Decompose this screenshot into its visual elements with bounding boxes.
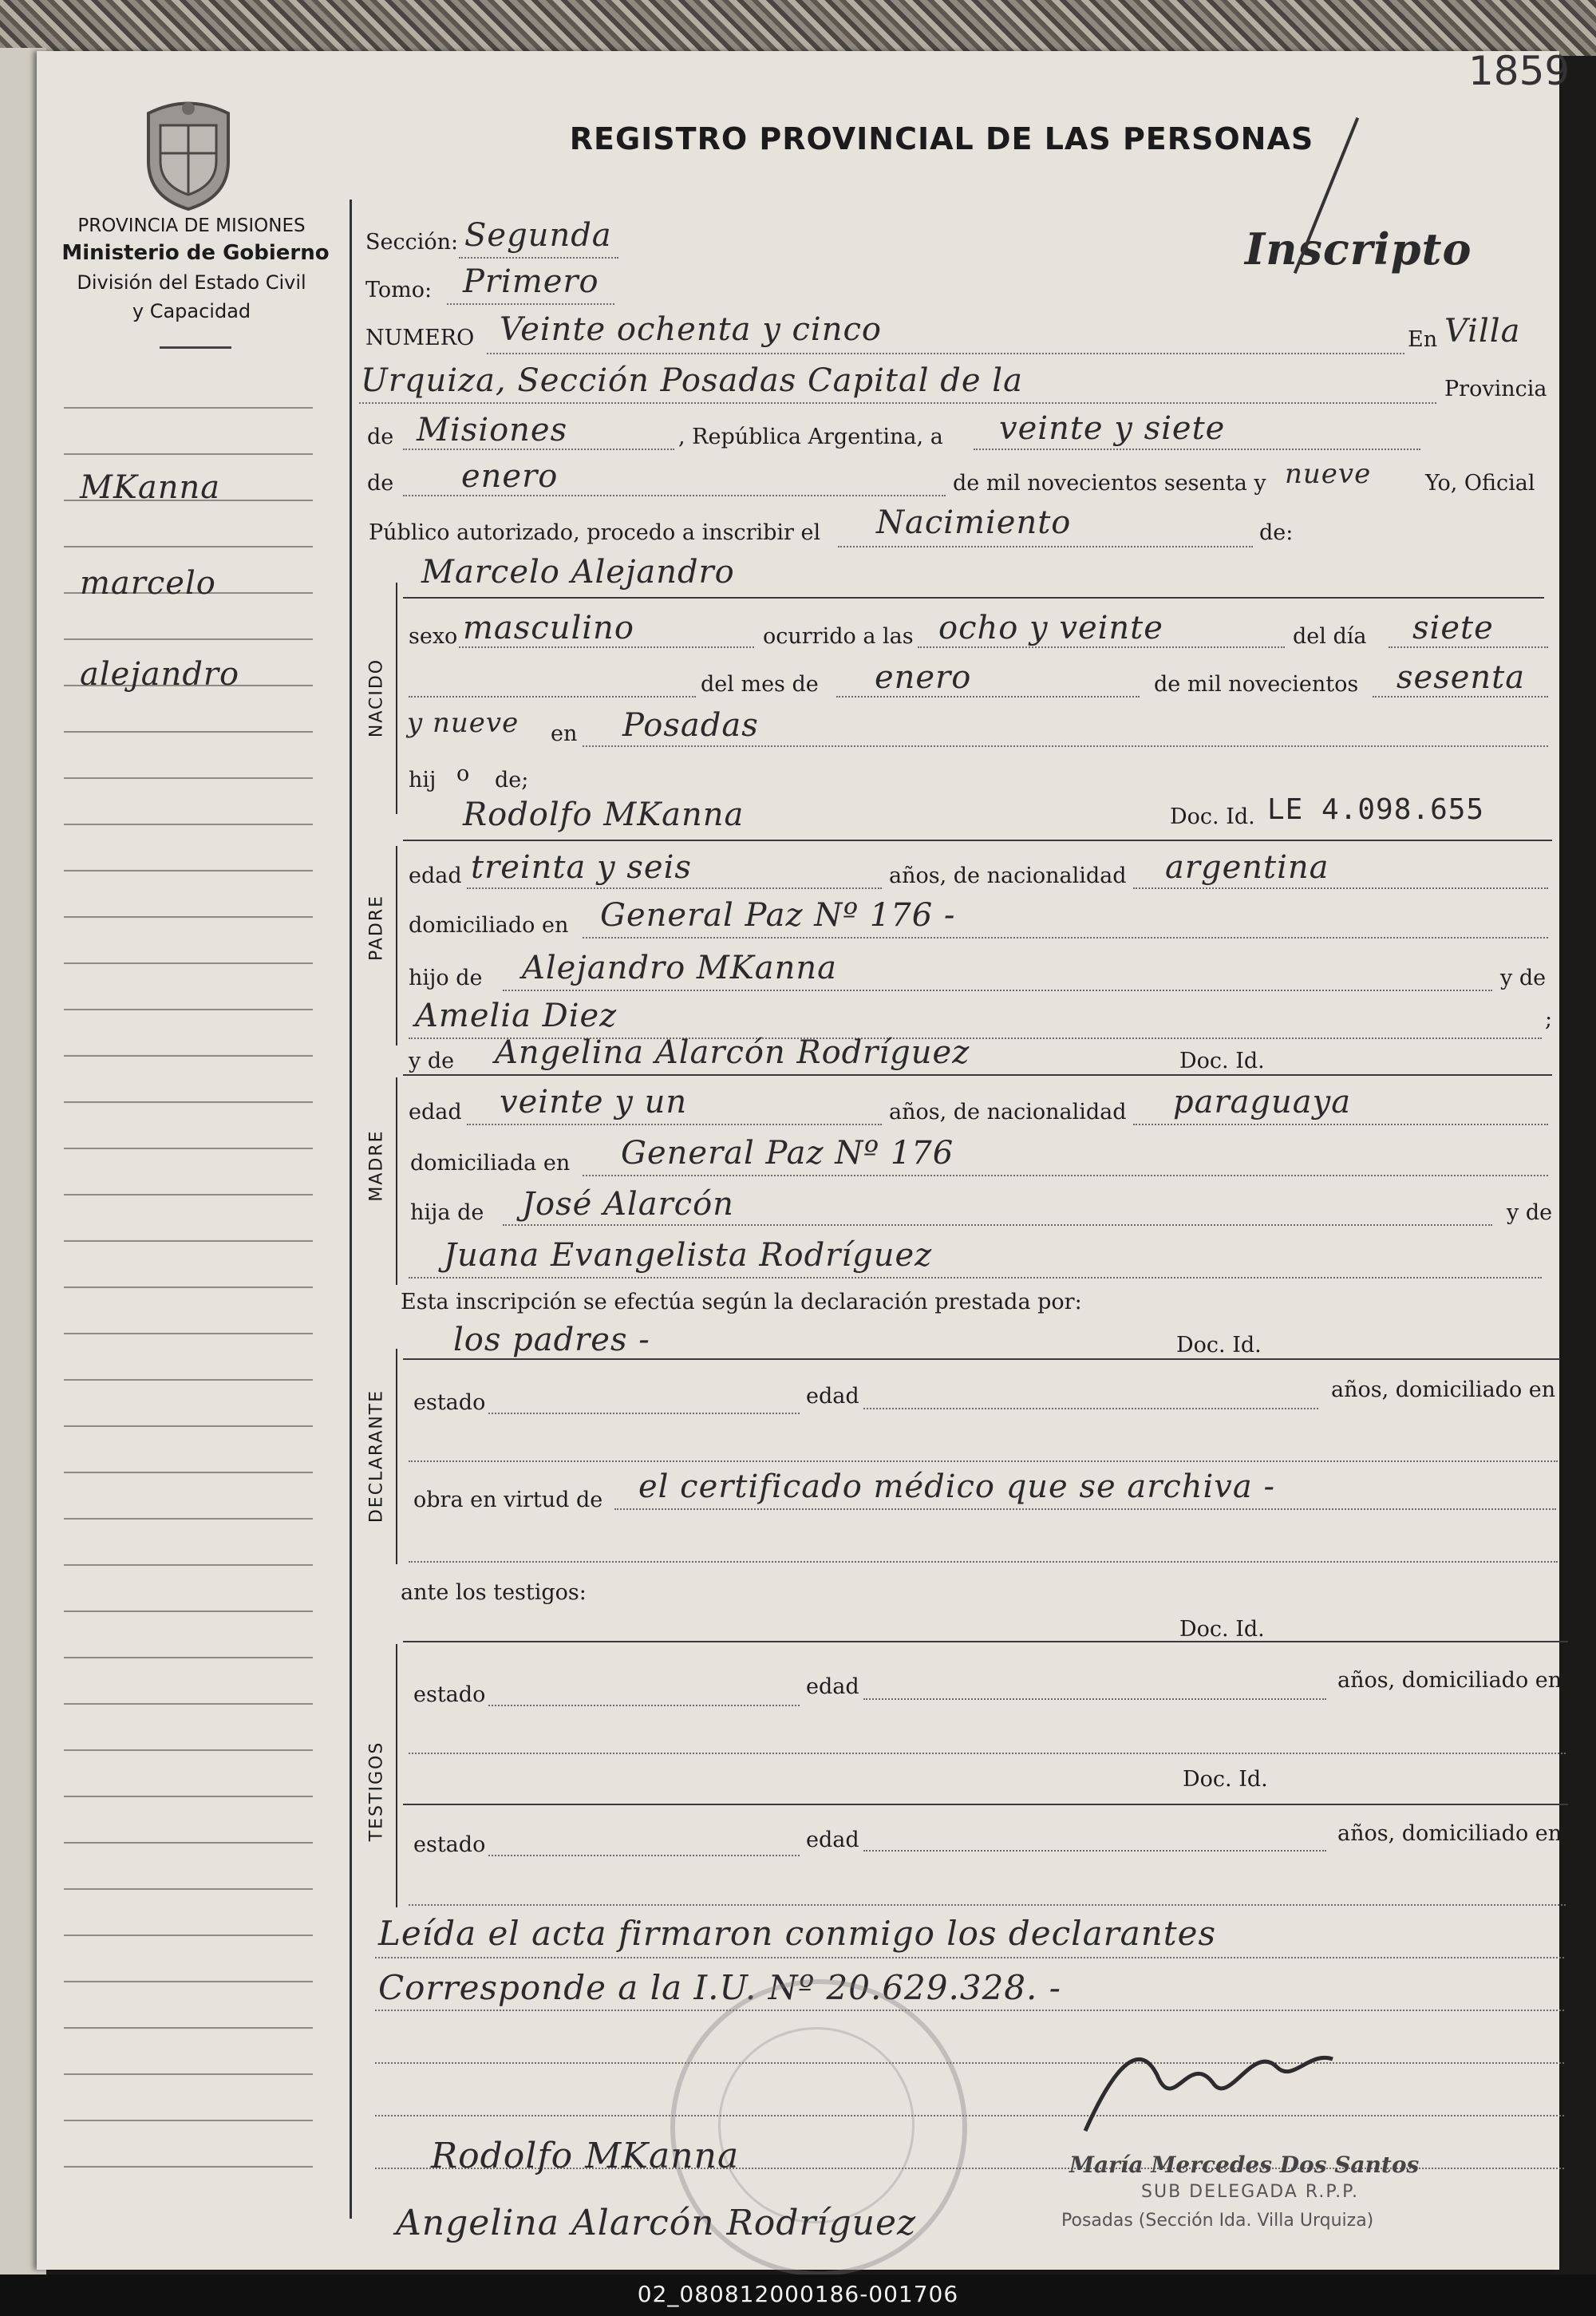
padre-semicolon: ;	[1545, 1007, 1553, 1032]
anio-value: nueve	[1285, 458, 1372, 490]
nacido-nombre-line	[403, 597, 1544, 599]
testigo2-domicilio-label: años, domiciliado en	[1337, 1821, 1562, 1846]
hijo-label: hij	[409, 768, 437, 792]
declarante-estado-line	[488, 1413, 800, 1414]
margin-rule	[64, 2120, 313, 2121]
testigo2-estado-label: estado	[413, 1832, 486, 1857]
declarante-nombre-line	[403, 1358, 1560, 1360]
margin-rule	[64, 1379, 313, 1381]
margin-rule	[64, 962, 313, 964]
declarante-domicilio-label: años, domiciliado en	[1331, 1377, 1556, 1402]
madre-y-de-label: y de	[409, 1049, 455, 1073]
padre-nombre: Rodolfo MKanna	[463, 796, 745, 833]
mes-nacido-value: enero	[875, 659, 972, 696]
testigo1-edad-line	[863, 1698, 1326, 1700]
numero-line	[487, 353, 1404, 354]
margin-rule	[64, 1888, 313, 1890]
image-caption: 02_080812000186-001706	[637, 2281, 959, 2307]
coat-of-arms-icon	[140, 97, 236, 213]
closing-line2: Corresponde a la I.U. Nº 20.629.328. -	[378, 1968, 1061, 2007]
padre-nacionalidad-line	[1133, 887, 1548, 889]
hijo-de-label: de;	[495, 768, 529, 792]
madre-nacionalidad-label: años, de nacionalidad	[889, 1100, 1127, 1124]
declarante-obra-line-2	[409, 1561, 1558, 1563]
tomo-value: Primero	[463, 263, 599, 300]
padre-padre-line	[503, 990, 1492, 991]
testigo1-estado-line	[488, 1705, 800, 1706]
margin-rule	[64, 1935, 313, 1936]
madre-nacionalidad-value: paraguaya	[1173, 1084, 1352, 1120]
page-number: 1859	[1468, 48, 1570, 94]
tomo-line	[447, 303, 614, 305]
closing-line1-rule	[375, 1957, 1564, 1958]
margin-rule	[64, 1286, 313, 1288]
padre-nombre-line	[403, 840, 1552, 841]
acto-value: Nacimiento	[876, 504, 1072, 541]
numero-label: NUMERO	[365, 326, 475, 350]
declarante-edad-label: edad	[806, 1384, 859, 1409]
madre-bracket	[396, 1077, 397, 1285]
closing-line3-rule	[375, 2062, 1564, 2064]
declarante-extra-line	[409, 1460, 1558, 1462]
padre-section-label: PADRE	[366, 894, 387, 962]
margin-rule	[64, 1472, 313, 1473]
margin-rule	[64, 1425, 313, 1427]
padre-domicilio-line	[583, 937, 1548, 939]
institution-underline	[160, 346, 231, 349]
margin-rule	[64, 1333, 313, 1334]
sexo-value: masculino	[463, 610, 634, 646]
margin-rule	[64, 824, 313, 825]
margin-note-first-name: marcelo	[80, 565, 216, 602]
seccion-value: Segunda	[464, 217, 612, 254]
del-dia-label: del día	[1293, 624, 1367, 649]
ocurrido-label: ocurrido a las	[763, 624, 914, 649]
official-office: Posadas (Sección Ida. Villa Urquiza)	[1061, 2211, 1374, 2231]
provincia-value: Misiones	[417, 412, 568, 449]
closing-line1: Leída el acta firmaron conmigo los declarantes	[378, 1914, 1217, 1953]
hijo-suffix: o	[456, 761, 470, 786]
hora-line	[918, 646, 1285, 648]
declarante-obra-line	[614, 1508, 1556, 1510]
margin-stamp-inscripto: Inscripto	[1245, 223, 1472, 275]
margin-rule	[64, 1240, 313, 1242]
padre-nacionalidad-label: años, de nacionalidad	[889, 864, 1127, 888]
madre-domicilio-line	[583, 1175, 1548, 1176]
margin-note-surname: MKanna	[80, 469, 221, 506]
testigos-section-label: TESTIGOS	[366, 1741, 387, 1842]
madre-nombre-line	[403, 1074, 1552, 1076]
testigo2-edad-label: edad	[806, 1828, 859, 1852]
testigo1-extra-line	[409, 1753, 1566, 1754]
testigo1-domicilio-label: años, domiciliado en	[1337, 1668, 1562, 1693]
margin-rule	[64, 2073, 313, 2075]
padre-bracket	[396, 846, 397, 1045]
oficial-label: Yo, Oficial	[1425, 471, 1535, 496]
del-mes-label: del mes de	[701, 672, 819, 697]
margin-rule	[64, 546, 313, 547]
declarante-doc-label: Doc. Id.	[1176, 1333, 1262, 1358]
madre-madre-line	[409, 1277, 1542, 1279]
testigo2-extra-line	[409, 1904, 1566, 1906]
anio-nacido-cont: y nueve	[407, 707, 519, 739]
closing-line2-rule	[375, 2010, 1564, 2011]
official-name: María Mercedes Dos Santos	[1069, 2152, 1420, 2178]
madre-edad-line	[467, 1124, 882, 1125]
dia-line	[974, 449, 1420, 450]
nacido-nombre: Marcelo Alejandro	[421, 554, 735, 591]
mil-label: de mil novecientos sesenta y	[953, 471, 1266, 496]
mes-nacido-line	[836, 696, 1140, 698]
official-signature-scribble	[1069, 2027, 1341, 2147]
declarante-obra-label: obra en virtud de	[413, 1488, 603, 1512]
official-role: SUB DELEGADA R.P.P.	[1141, 2182, 1360, 2202]
institution-line1: PROVINCIA DE MISIONES	[77, 215, 306, 236]
declarante-estado-label: estado	[413, 1390, 486, 1415]
numero-value: Veinte ochenta y cinco	[500, 311, 882, 348]
padre-hijo-de-label: hijo de	[409, 966, 483, 990]
margin-rule	[64, 1101, 313, 1103]
declarante-intro: Esta inscripción se efectúa según la declaración prestada por:	[401, 1290, 1082, 1314]
madre-nombre: Angelina Alarcón Rodríguez	[495, 1034, 970, 1071]
margin-rule	[64, 1657, 313, 1658]
declarante-bracket	[396, 1349, 397, 1564]
margin-rule	[64, 2166, 313, 2168]
padre-doc-value: LE 4.098.655	[1267, 793, 1485, 826]
testigo2-edad-line	[863, 1850, 1326, 1852]
mes-value: enero	[461, 458, 559, 495]
margin-rule	[64, 638, 313, 640]
padre-domicilio-value: General Paz Nº 176 -	[600, 897, 956, 934]
seccion-line	[459, 257, 618, 259]
margin-rule	[64, 1564, 313, 1566]
padre-domicilio-label: domiciliado en	[409, 913, 569, 938]
testigo1-estado-label: estado	[413, 1682, 486, 1707]
background-fabric	[0, 0, 1596, 56]
dia-value: veinte y siete	[999, 410, 1226, 447]
margin-rule	[64, 1194, 313, 1196]
dia-nacido-line	[1389, 646, 1548, 648]
declarante-section-label: DECLARANTE	[366, 1389, 387, 1524]
margin-rule	[64, 1611, 313, 1612]
provincia-label: Provincia	[1444, 377, 1547, 401]
padre-doc-label: Doc. Id.	[1170, 804, 1255, 829]
padre-nacionalidad-value: argentina	[1165, 849, 1329, 886]
margin-rule	[64, 731, 313, 733]
seccion-label: Sección:	[365, 230, 459, 255]
madre-section-label: MADRE	[366, 1129, 387, 1202]
mil-nacido-label: de mil novecientos	[1154, 672, 1359, 697]
nacido-bracket	[396, 583, 397, 814]
margin-rule	[64, 1148, 313, 1149]
tomo-label: Tomo:	[365, 278, 433, 302]
signature-madre: Angelina Alarcón Rodríguez	[396, 2203, 917, 2243]
madre-edad-value: veinte y un	[500, 1084, 688, 1120]
madre-nacionalidad-line	[1133, 1124, 1548, 1125]
margin-rule	[64, 2027, 313, 2029]
declarante-nombre: los padres -	[453, 1322, 650, 1358]
testigo2-doc-label: Doc. Id.	[1183, 1767, 1268, 1792]
madre-domicilio-value: General Paz Nº 176	[621, 1135, 954, 1172]
margin-rule	[64, 1055, 313, 1057]
margin-rule	[64, 1842, 313, 1844]
madre-domicilio-label: domiciliada en	[410, 1151, 571, 1176]
margin-rule	[64, 777, 313, 779]
padre-padre-value: Alejandro MKanna	[522, 950, 837, 986]
madre-doc-label: Doc. Id.	[1179, 1049, 1265, 1073]
margin-rule	[64, 1749, 313, 1751]
provincia-line	[403, 449, 674, 450]
republica-label: , República Argentina, a	[678, 425, 943, 449]
nacido-section-label: NACIDO	[366, 658, 387, 738]
lugar-line	[583, 745, 1548, 747]
margin-rule	[64, 870, 313, 871]
place-value: Urquiza, Sección Posadas Capital de la	[361, 362, 1023, 399]
margin-rule	[64, 453, 313, 455]
publico-label: Público autorizado, procedo a inscribir el	[369, 520, 821, 545]
nacido-blank-line	[409, 696, 696, 698]
acto-line	[838, 546, 1253, 547]
dia-nacido-value: siete	[1412, 610, 1494, 646]
margin-rule	[64, 1009, 313, 1010]
mes-line	[403, 495, 946, 496]
testigos-bracket	[396, 1644, 397, 1907]
padre-edad-label: edad	[409, 864, 462, 888]
padre-madre-value: Amelia Diez	[415, 998, 618, 1034]
declarante-edad-line	[863, 1408, 1318, 1409]
sexo-line	[459, 646, 754, 648]
testigo1-nombre-line	[403, 1641, 1568, 1642]
madre-edad-label: edad	[409, 1100, 462, 1124]
en-label: En	[1408, 327, 1438, 352]
closing-line4-rule	[375, 2115, 1564, 2116]
madre-madre-value: Juana Evangelista Rodríguez	[444, 1237, 933, 1274]
institution-line3: División del Estado Civil	[77, 271, 306, 294]
margin-rule	[64, 407, 313, 409]
margin-rule	[64, 1703, 313, 1705]
margin-rule	[64, 1518, 313, 1520]
de-label-3: de:	[1259, 520, 1294, 545]
registry-title: REGISTRO PROVINCIAL DE LAS PERSONAS	[569, 121, 1314, 156]
testigo2-estado-line	[488, 1855, 800, 1856]
padre-edad-value: treinta y seis	[471, 849, 692, 886]
madre-padre-value: José Alarcón	[522, 1186, 734, 1223]
hora-value: ocho y veinte	[938, 610, 1163, 646]
testigo1-doc-label: Doc. Id.	[1179, 1617, 1265, 1642]
testigo1-edad-label: edad	[806, 1674, 859, 1699]
institution-line4: y Capacidad	[132, 300, 251, 322]
place-line	[359, 402, 1436, 404]
lugar-value: Posadas	[622, 707, 759, 744]
madre-y-de-label-2: y de	[1507, 1200, 1553, 1225]
official-seal-inner-ring	[718, 2027, 915, 2223]
madre-hija-de-label: hija de	[410, 1200, 484, 1225]
declarante-obra-value: el certificado médico que se archiva -	[638, 1468, 1275, 1505]
signature-padre: Rodolfo MKanna	[431, 2136, 740, 2176]
madre-padre-line	[503, 1224, 1492, 1226]
en-value: Villa	[1444, 313, 1521, 350]
institution-line2: Ministerio de Gobierno	[61, 241, 330, 265]
padre-edad-line	[467, 887, 882, 889]
margin-rule	[64, 916, 313, 918]
testigo2-nombre-line	[403, 1804, 1568, 1805]
de-label-2: de	[367, 471, 394, 496]
margin-rule	[64, 1981, 313, 1982]
margin-note-second-name: alejandro	[80, 656, 240, 693]
testigos-intro: ante los testigos:	[401, 1580, 587, 1605]
sexo-label: sexo	[409, 624, 458, 649]
padre-y-de-label: y de	[1500, 966, 1547, 990]
anio-nacido-line	[1373, 696, 1548, 698]
de-label: de	[367, 425, 394, 449]
anio-nacido-value: sesenta	[1396, 659, 1526, 696]
en-nacido-label: en	[551, 721, 578, 746]
margin-rule	[64, 1796, 313, 1797]
margin-divider	[350, 200, 352, 2219]
